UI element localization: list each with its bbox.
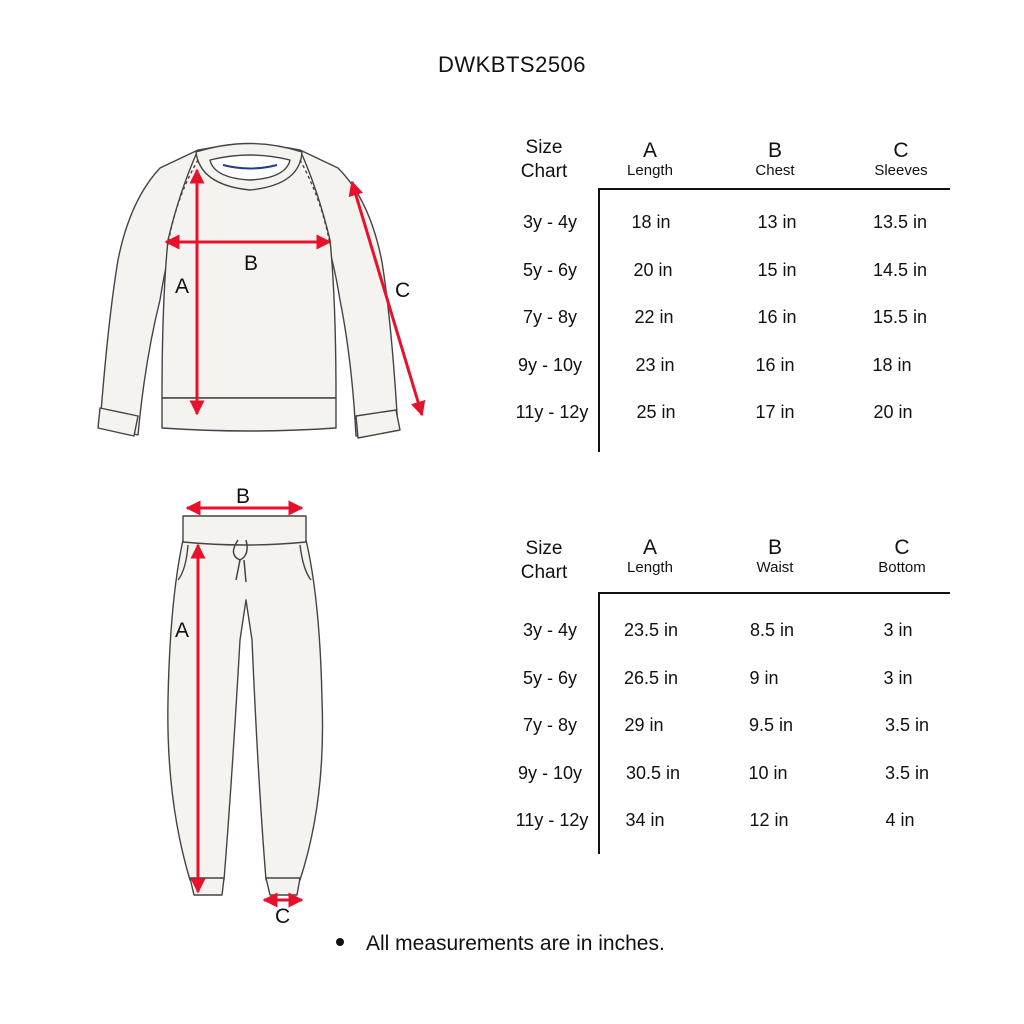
table-row: [500, 715, 960, 743]
column-letter: A: [642, 536, 657, 559]
sweatshirt-label-c: C: [395, 279, 411, 302]
column-name: Bottom: [878, 559, 926, 576]
size-cell: 9y - 10y: [517, 355, 583, 375]
length-cell: 34 in: [625, 810, 665, 830]
product-code-title: DWKBTS2506: [437, 52, 587, 77]
length-cell: 22 in: [634, 307, 674, 327]
bottom-cell: 4 in: [885, 810, 915, 830]
column-name: Chest: [755, 162, 795, 179]
table-divider: [598, 188, 950, 190]
waist-cell: 9 in: [749, 668, 779, 688]
table-row: [500, 763, 960, 791]
column-name: Length: [627, 559, 673, 576]
size-cell: 7y - 8y: [522, 715, 578, 735]
column-letter: B: [767, 139, 782, 162]
size-cell: 5y - 6y: [522, 260, 578, 280]
size-header-line2: Chart: [520, 562, 568, 583]
length-cell: 25 in: [636, 402, 676, 422]
waist-cell: 12 in: [749, 810, 789, 830]
column-header-length: [590, 537, 710, 577]
size-cell: 7y - 8y: [522, 307, 578, 327]
bottom-cell: 3 in: [883, 668, 913, 688]
bottom-size-chart: [500, 537, 960, 857]
bottom-cell: 3.5 in: [884, 715, 930, 735]
column-name: Length: [627, 162, 673, 179]
table-row: [500, 620, 960, 648]
size-header-line2: Chart: [520, 161, 568, 182]
top-size-chart: [500, 136, 960, 456]
size-cell: 11y - 12y: [515, 810, 589, 830]
column-name: Waist: [756, 559, 794, 576]
size-chart-header: [500, 537, 588, 585]
length-cell: 30.5 in: [625, 763, 681, 783]
sleeves-cell: 13.5 in: [872, 212, 928, 232]
size-cell: 9y - 10y: [517, 763, 583, 783]
sweatshirt-label-b: B: [244, 252, 259, 275]
length-cell: 26.5 in: [623, 668, 679, 688]
chest-cell: 15 in: [757, 260, 797, 280]
size-chart-header: [500, 136, 588, 184]
size-cell: 3y - 4y: [522, 212, 578, 232]
chest-cell: 16 in: [757, 307, 797, 327]
column-header-bottom: [842, 537, 962, 577]
sleeves-cell: 15.5 in: [872, 307, 928, 327]
length-cell: 18 in: [631, 212, 671, 232]
sleeves-cell: 18 in: [872, 355, 912, 375]
length-cell: 20 in: [633, 260, 673, 280]
chest-cell: 16 in: [755, 355, 795, 375]
table-row: [500, 668, 960, 696]
chest-cell: 17 in: [755, 402, 795, 422]
waist-cell: 10 in: [748, 763, 788, 783]
column-letter: B: [767, 536, 782, 559]
size-cell: 5y - 6y: [522, 668, 578, 688]
length-cell: 23.5 in: [623, 620, 679, 640]
note-text: All measurements are in inches.: [366, 932, 665, 955]
table-row: [500, 260, 960, 288]
column-letter: A: [642, 139, 657, 162]
pants-label-b: B: [236, 485, 251, 508]
length-cell: 23 in: [635, 355, 675, 375]
sleeves-cell: 20 in: [873, 402, 913, 422]
bottom-cell: 3 in: [883, 620, 913, 640]
pants-label-c: C: [275, 905, 291, 928]
length-cell: 29 in: [624, 715, 664, 735]
measurement-note: [336, 932, 665, 956]
size-header-line1: Size: [525, 137, 563, 158]
column-header-length: [590, 140, 710, 180]
size-cell: 3y - 4y: [522, 620, 578, 640]
bottom-cell: 3.5 in: [884, 763, 930, 783]
chest-cell: 13 in: [757, 212, 797, 232]
size-header-line1: Size: [525, 538, 563, 559]
column-header-chest: [715, 140, 835, 180]
column-header-waist: [715, 537, 835, 577]
bullet-icon: [336, 938, 344, 946]
column-header-sleeves: [841, 140, 961, 180]
table-row: [500, 402, 960, 430]
table-row: [500, 355, 960, 383]
sweatshirt-label-a: A: [175, 275, 190, 298]
column-name: Sleeves: [874, 162, 928, 179]
column-letter: C: [894, 536, 910, 559]
table-row: [500, 212, 960, 240]
waist-cell: 8.5 in: [749, 620, 795, 640]
pants-label-a: A: [175, 619, 190, 642]
column-letter: C: [893, 139, 909, 162]
table-divider: [598, 592, 950, 594]
sleeves-cell: 14.5 in: [872, 260, 928, 280]
table-row: [500, 810, 960, 838]
size-cell: 11y - 12y: [515, 402, 589, 422]
table-row: [500, 307, 960, 335]
waist-cell: 9.5 in: [748, 715, 794, 735]
